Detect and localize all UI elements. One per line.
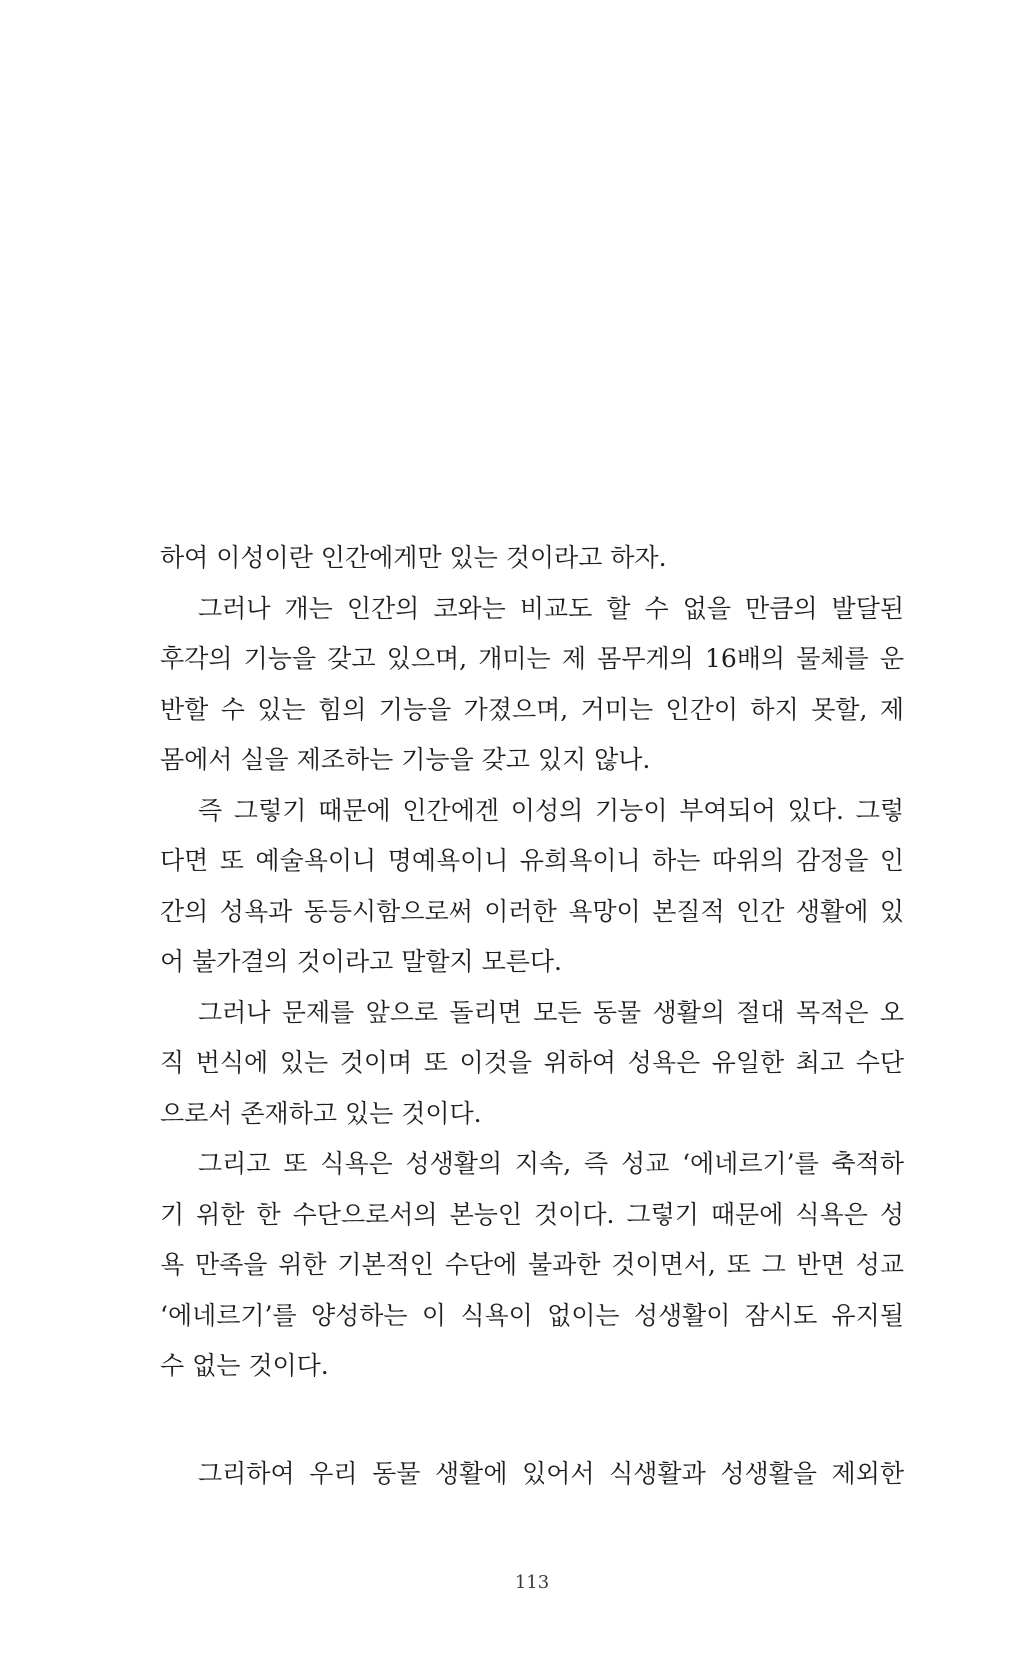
text-line: 그러나 문제를 앞으로 돌리면 모든 동물 생활의 절대 목적은 오: [198, 997, 904, 1027]
paragraph: [160, 1449, 904, 1500]
section-break: [160, 1392, 904, 1450]
text-line: 다면 또 예술욕이니 명예욕이니 유희욕이니 하는 따위의 감정을 인: [160, 846, 904, 875]
text-line: 그리고 또 식욕은 성생활의 지속, 즉 성교 ‘에네르기’를 축적하: [198, 1149, 904, 1178]
text-line: 욕 만족을 위한 기본적인 수단에 불과한 것이면서, 또 그 반면 성교: [160, 1250, 904, 1279]
text-line: 몸에서 실을 제조하는 기능을 갖고 있지 않나.: [160, 745, 651, 774]
text-line: 어 불가결의 것이라고 말할지 모른다.: [160, 947, 562, 976]
text-line: 기 위한 한 수단으로서의 본능인 것이다. 그렇기 때문에 식욕은 성: [160, 1199, 904, 1229]
text-line: 직 번식에 있는 것이며 또 이것을 위하여 성욕은 유일한 최고 수단: [160, 1048, 904, 1077]
text-line: 으로서 존재하고 있는 것이다.: [160, 1098, 482, 1128]
text-line: 하여 이성이란 인간에게만 있는 것이라고 하자.: [160, 543, 667, 572]
text-line: 즉 그렇기 때문에 인간에겐 이성의 기능이 부여되어 있다. 그렇: [198, 795, 904, 825]
text-line: 후각의 기능을 갖고 있으며, 개미는 제 몸무게의 16배의 물체를 운: [160, 644, 904, 673]
body-text: [160, 533, 904, 1500]
text-line: 간의 성욕과 동등시함으로써 이러한 욕망이 본질적 인간 생활에 있: [160, 896, 904, 926]
text-line: 반할 수 있는 힘의 기능을 가졌으며, 거미는 인간이 하지 못할, 제: [160, 694, 904, 724]
paragraph: [160, 786, 904, 988]
text-line: ‘에네르기’를 양성하는 이 식욕이 없이는 성생활이 잠시도 유지될: [160, 1300, 904, 1330]
paragraph: [160, 988, 904, 1140]
text-line: 수 없는 것이다.: [160, 1351, 329, 1380]
paragraph: [160, 584, 904, 786]
paragraph: [160, 1139, 904, 1392]
text-line: 그리하여 우리 동물 생활에 있어서 식생활과 성생활을 제외한: [198, 1459, 904, 1488]
page-number: 113: [514, 1572, 550, 1593]
paragraph: [160, 533, 904, 584]
text-line: 그러나 개는 인간의 코와는 비교도 할 수 없을 만큼의 발달된: [198, 593, 904, 623]
